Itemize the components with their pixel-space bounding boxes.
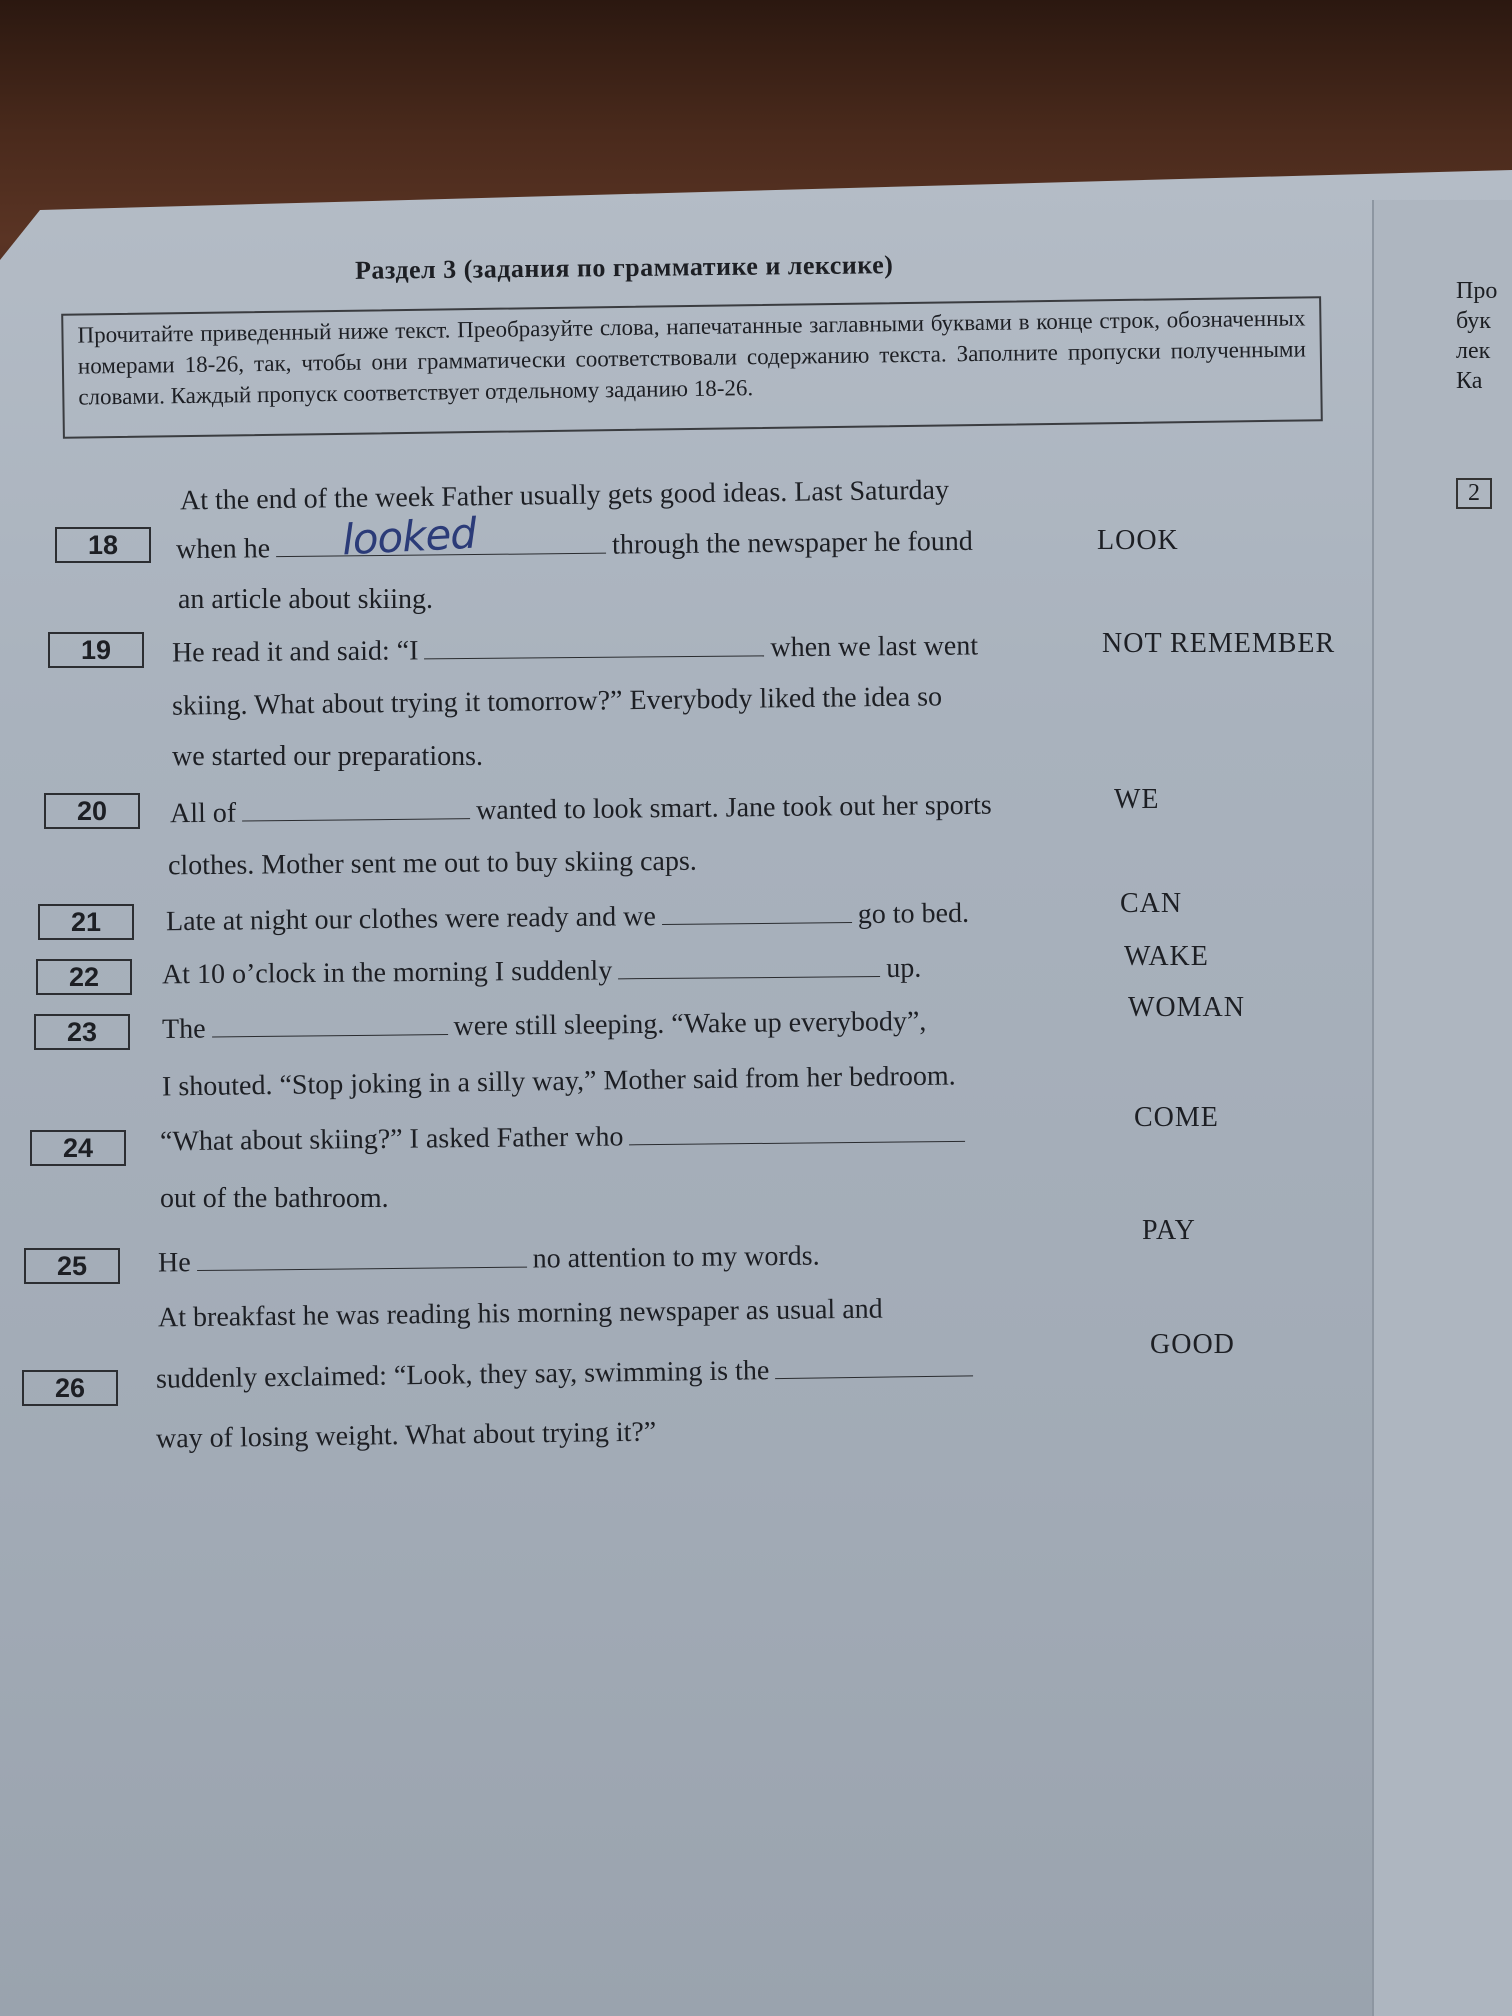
task-line (170, 790, 992, 831)
task-text-before: when he (175, 533, 271, 566)
task-number: 26 (22, 1370, 118, 1406)
adjacent-page-text-1: Про (1456, 278, 1498, 304)
base-word: GOOD (1150, 1329, 1235, 1360)
task-text-after: were still sleeping. “Wake up everybody”, (453, 1005, 927, 1042)
task-text-before: suddenly exclaimed: “Look, they say, swimming is the (155, 1355, 770, 1395)
base-word: PAY (1142, 1215, 1196, 1246)
task-number: 18 (55, 527, 151, 563)
continuation-line: clothes. Mother sent me out to buy skiing caps. (167, 845, 697, 882)
continuation-line: way of losing weight. What about trying it?” (155, 1416, 657, 1455)
base-word: CAN (1120, 888, 1183, 919)
task-number: 23 (34, 1014, 130, 1050)
task-text-before: At 10 o’clock in the morning I suddenly (161, 955, 613, 991)
continuation-line: skiing. What about trying it tomorrow?” Everybody liked the idea so (171, 681, 943, 722)
task-line (176, 526, 973, 566)
task-line (166, 898, 969, 938)
continuation-line: we started our preparations. (172, 741, 483, 772)
adjacent-page-text-3: лек (1456, 338, 1491, 364)
task-text-after: wanted to look smart. Jane took out her sports (475, 789, 992, 827)
answer-blank[interactable] (211, 1012, 447, 1037)
task-text-after: when we last went (770, 630, 979, 664)
task-text-after: up. (886, 952, 922, 984)
task-number: 19 (48, 632, 144, 668)
section-title: Раздел 3 (задания по грамматике и лексике) (354, 250, 894, 285)
answer-blank[interactable] (242, 796, 470, 821)
task-number: 25 (24, 1248, 120, 1284)
base-word: COME (1134, 1102, 1219, 1133)
task-text-before: All of (169, 797, 237, 830)
answer-blank[interactable] (618, 954, 880, 979)
task-text-after: go to bed. (857, 897, 970, 930)
task-line (156, 1352, 980, 1395)
task-text-before: He read it and said: “I (171, 635, 419, 669)
adjacent-page-number: 2 (1456, 478, 1492, 509)
task-line (162, 953, 922, 992)
task-number: 22 (36, 959, 132, 995)
task-text-before: He (157, 1247, 191, 1279)
task-line (172, 630, 978, 669)
intro-line: At the end of the week Father usually gets good ideas. Last Saturday (179, 474, 950, 517)
base-word: LOOK (1097, 525, 1179, 556)
adjacent-page-text-2: бук (1456, 308, 1491, 334)
task-text-after: no attention to my words. (532, 1240, 820, 1275)
task-text-after: through the newspaper he found (611, 525, 974, 561)
task-number: 21 (38, 904, 134, 940)
answer-blank[interactable] (424, 633, 764, 659)
answer-blank[interactable] (662, 900, 852, 925)
base-word: WOMAN (1128, 992, 1245, 1023)
task-text-before: “What about skiing?” I asked Father who (159, 1121, 624, 1158)
continuation-line: an article about skiing. (178, 584, 434, 615)
task-line (160, 1118, 972, 1158)
answer-blank[interactable] (775, 1353, 973, 1379)
answer-blank[interactable] (197, 1245, 527, 1271)
continuation-line: out of the bathroom. (160, 1183, 389, 1214)
task-text-before: The (161, 1013, 206, 1046)
base-word: NOT REMEMBER (1102, 628, 1336, 659)
task-text-before: Late at night our clothes were ready and we (165, 901, 656, 938)
adjacent-page-text-4: Ка (1456, 368, 1483, 394)
task-number: 20 (44, 793, 140, 829)
task-line (158, 1241, 820, 1280)
base-word: WAKE (1124, 941, 1209, 972)
answer-blank[interactable] (629, 1119, 965, 1146)
task-number: 24 (30, 1130, 126, 1166)
base-word: WE (1114, 784, 1160, 815)
continuation-line: At breakfast he was reading his morning newspaper as usual and (157, 1293, 883, 1334)
instructions-box: Прочитайте приведенный ниже текст. Преобразуйте слова, напечатанные заглавными буквами в конце строк, обозначенных номерами 18-26, так, чтобы они грамматически соответствовали содержанию текста. Заполните пропуски полученными словами. Каждый пропуск соответствует отдельному заданию 18-26. (61, 296, 1323, 439)
handwritten-answer: looked (340, 508, 478, 565)
continuation-line: I shouted. “Stop joking in a silly way,” Mother said from her bedroom. (161, 1060, 956, 1103)
task-line (162, 1006, 927, 1046)
